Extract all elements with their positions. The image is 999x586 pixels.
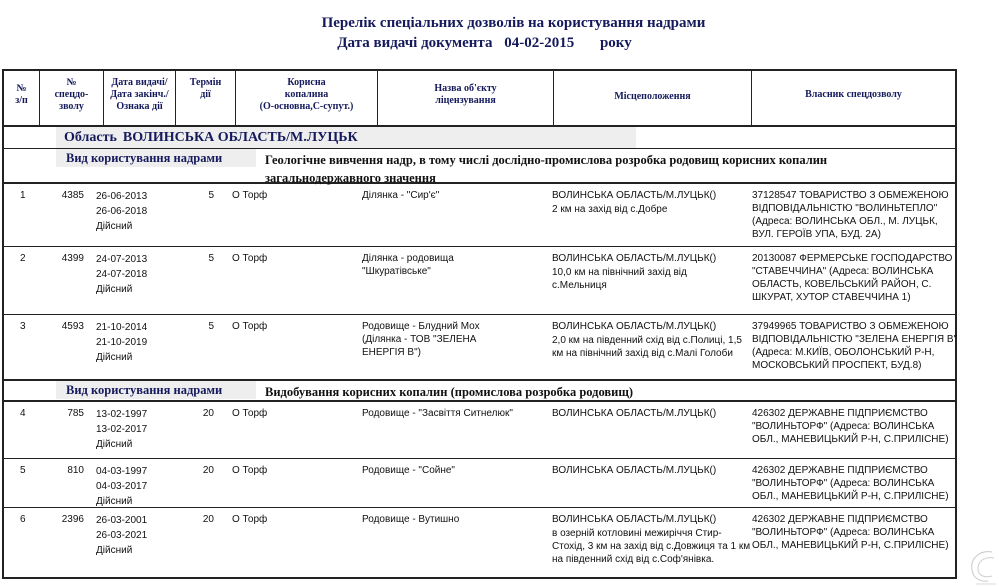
use-type-band-2: [4, 381, 955, 402]
row-permit: 810: [67, 465, 84, 476]
row-location-detail: 2 км на захід від с.Добре: [552, 204, 668, 215]
header-location: Місцеположення: [554, 71, 752, 125]
header-dates-line1: Дата видачі/: [111, 77, 168, 88]
row-location-detail: 10,0 км на північний захід від с.Мельниця: [552, 267, 687, 291]
header-mineral-line1: Корисна: [287, 77, 326, 88]
header-mineral: [236, 71, 378, 125]
row-mineral: О Торф: [232, 514, 268, 525]
row-issued: 26-06-2013: [96, 191, 148, 202]
row-location-main: ВОЛИНСЬКА ОБЛАСТЬ/М.ЛУЦЬК(): [552, 190, 717, 201]
header-num-line1: №: [16, 83, 27, 94]
table-row: [4, 402, 955, 459]
row-term: 20: [202, 514, 214, 525]
row-object: Родовище - "Сойне": [362, 465, 455, 476]
row-num: 5: [20, 465, 26, 476]
header-mineral-line3: (О-основна,С-супут.): [259, 101, 354, 112]
row-location-main: ВОЛИНСЬКА ОБЛАСТЬ/М.ЛУЦЬК(): [552, 253, 717, 264]
use-type-value-2: Видобування корисних копалин (промислова розробка родовищ): [265, 385, 634, 399]
row-term: 5: [208, 253, 214, 264]
row-location-main: ВОЛИНСЬКА ОБЛАСТЬ/М.ЛУЦЬК(): [552, 465, 717, 476]
header-mineral-line2: копалина: [284, 89, 329, 100]
row-mineral: О Торф: [232, 465, 268, 476]
row-owner: 37128547 ТОВАРИСТВО З ОБМЕЖЕНОЮ ВІДПОВІДАЛЬНІСТЮ "ВОЛИНЬТЕПЛО" (Адреса: ВОЛИНСЬКА ОБЛ., М. ЛУЦЬК, ВУЛ. ГЕРОЇВ УПА, БУД. 2А): [752, 190, 949, 240]
row-location-detail: 2,0 км на південний схід від с.Полиці, 1,5 км на північний захід від с.Малі Голоби: [552, 335, 742, 359]
row-expires: 26-03-2021: [96, 530, 148, 541]
row-location: [552, 513, 752, 577]
row-term: 5: [208, 190, 214, 201]
row-issued: 21-10-2014: [96, 322, 148, 333]
header-num-line2: з/п: [15, 95, 28, 106]
row-location: [552, 252, 752, 292]
table-row: [4, 247, 955, 315]
row-owner: 426302 ДЕРЖАВНЕ ПІДПРИЄМСТВО "ВОЛИНЬТОРФ" (Адреса: ВОЛИНСЬКА ОБЛ., МАНЕВИЦЬКИЙ Р-Н, С.ПРИЛІСНЕ): [752, 408, 949, 445]
header-num: [4, 71, 40, 125]
permits-table: [2, 69, 957, 579]
row-mineral: О Торф: [232, 408, 268, 419]
row-issued: 24-07-2013: [96, 254, 148, 265]
row-permit: 785: [67, 408, 84, 419]
header-dates-line3: Ознака дії: [116, 101, 163, 112]
header-term: [176, 71, 236, 125]
table-row: [4, 508, 955, 577]
watermark-emblem-icon: [962, 548, 998, 586]
row-expires: 13-02-2017: [96, 424, 148, 435]
row-num: 2: [20, 253, 26, 264]
row-location-main: ВОЛИНСЬКА ОБЛАСТЬ/М.ЛУЦЬК(): [552, 514, 717, 525]
row-permit: 4593: [61, 321, 84, 332]
header-dates-line2: Дата закінч./: [110, 89, 169, 100]
table-row: [4, 459, 955, 508]
row-dates: [96, 407, 147, 452]
row-dates: [96, 252, 147, 297]
row-num: 6: [20, 514, 26, 525]
row-owner: 37949965 ТОВАРИСТВО З ОБМЕЖЕНОЮ ВІДПОВІДАЛЬНІСТЮ "ЗЕЛЕНА ЕНЕРГІЯ В" (Адреса: М.КИЇВ, ОБОЛОНСЬКИЙ Р-Н, МОСКОВСЬКИЙ ПРОСПЕКТ, БУД.8): [752, 321, 958, 371]
row-status: Дійсний: [96, 496, 133, 507]
row-dates: [96, 513, 147, 558]
row-permit: 2396: [61, 514, 84, 525]
row-location: [552, 407, 752, 420]
row-location: [552, 464, 752, 477]
issue-date-label: Дата видачі документа: [337, 35, 493, 51]
row-num: 1: [20, 190, 26, 201]
row-dates: [96, 320, 147, 365]
row-dates: [96, 189, 147, 234]
row-num: 3: [20, 321, 26, 332]
row-permit: 4385: [61, 190, 84, 201]
row-status: Дійсний: [96, 439, 133, 450]
table-row: [4, 184, 955, 247]
row-expires: 21-10-2019: [96, 337, 148, 348]
row-object: Ділянка - родовища "Шкуратівське": [362, 253, 454, 277]
row-object: Родовище - Блудний Мох (Ділянка - ТОВ "ЗЕЛЕНА ЕНЕРГІЯ В"): [362, 321, 480, 358]
use-type-label-2: Вид користування надрами: [66, 383, 223, 397]
row-issued: 26-03-2001: [96, 515, 148, 526]
row-status: Дійсний: [96, 545, 133, 556]
row-status: Дійсний: [96, 352, 133, 363]
header-owner: Власник спецдозволу: [805, 89, 902, 100]
row-dates: [96, 464, 147, 509]
header-object-line2: ліцензування: [435, 95, 496, 106]
row-status: Дійсний: [96, 284, 133, 295]
row-permit: 4399: [61, 253, 84, 264]
region-heading: [64, 130, 358, 146]
region-label: Область: [64, 130, 117, 145]
table-header: [4, 71, 955, 127]
region-band: [4, 127, 955, 149]
row-term: 5: [208, 321, 214, 332]
row-expires: 26-06-2018: [96, 206, 148, 217]
row-owner: 426302 ДЕРЖАВНЕ ПІДПРИЄМСТВО "ВОЛИНЬТОРФ" (Адреса: ВОЛИНСЬКА ОБЛ., МАНЕВИЦЬКИЙ Р-Н, С.ПРИЛІСНЕ): [752, 465, 949, 502]
row-location: [552, 189, 752, 216]
document-title: Перелік спеціальних дозволів на користування надрами: [321, 15, 706, 31]
row-location-main: ВОЛИНСЬКА ОБЛАСТЬ/М.ЛУЦЬК(): [552, 408, 717, 419]
header-term-line1: Термін: [189, 77, 222, 88]
header-term-line2: дії: [200, 89, 211, 100]
use-type-label-1: Вид користування надрами: [66, 151, 223, 165]
row-object: Родовище - Вутишно: [362, 514, 460, 525]
header-permit-line3: зволу: [59, 101, 84, 112]
row-owner: 426302 ДЕРЖАВНЕ ПІДПРИЄМСТВО "ВОЛИНЬТОРФ" (Адреса: ВОЛИНСЬКА ОБЛ., МАНЕВИЦЬКИЙ Р-Н, С.ПРИЛІСНЕ): [752, 514, 949, 551]
issue-date-line: [0, 35, 984, 52]
header-permit-line2: спецдо-: [54, 89, 89, 100]
row-object: Ділянка - "Сир'є": [362, 190, 440, 201]
row-mineral: О Торф: [232, 253, 268, 264]
header-object-line1: Назва об'єкту: [434, 83, 497, 94]
row-status: Дійсний: [96, 221, 133, 232]
row-expires: 04-03-2017: [96, 481, 148, 492]
row-term: 20: [202, 408, 214, 419]
header-dates: [104, 71, 176, 125]
row-issued: 13-02-1997: [96, 409, 148, 420]
header-permit-line1: №: [66, 77, 77, 88]
use-type-band-1: [4, 149, 955, 184]
row-num: 4: [20, 408, 26, 419]
issue-year-word: року: [599, 35, 632, 51]
row-owner: 20130087 ФЕРМЕРСЬКЕ ГОСПОДАРСТВО "СТАВЕЧЧИНА" (Адреса: ВОЛИНСЬКА ОБЛАСТЬ, КОВЕЛЬСЬКИЙ РАЙОН, С. ШКУРАТ, ХУТОР СТАВЕЧЧИНА 1): [752, 253, 953, 303]
header-permit: [40, 71, 104, 125]
row-location-detail: в озерній котловині межиріччя Стир-Стохід, 3 км на захід від с.Довжиця та 1 км на південний схід від с.Соф'янівка.: [552, 528, 751, 565]
region-value: ВОЛИНСЬКА ОБЛАСТЬ/М.ЛУЦЬК: [122, 130, 358, 145]
use-type-value-1: Геологічне вивчення надр, в тому числі дослідно-промислова розробка родовищ корисних копалин загальнодержавного значення: [265, 153, 828, 185]
issue-date-value: 04-02-2015: [504, 35, 575, 51]
row-object: Родовище - "Засвіття Ситнелюк": [362, 408, 513, 419]
row-issued: 04-03-1997: [96, 466, 148, 477]
table-row: [4, 315, 958, 381]
row-location: [552, 320, 752, 360]
row-mineral: О Торф: [232, 321, 268, 332]
row-expires: 24-07-2018: [96, 269, 148, 280]
row-term: 20: [202, 465, 214, 476]
header-object: [378, 71, 554, 125]
row-mineral: О Торф: [232, 190, 268, 201]
row-location-main: ВОЛИНСЬКА ОБЛАСТЬ/М.ЛУЦЬК(): [552, 321, 717, 332]
